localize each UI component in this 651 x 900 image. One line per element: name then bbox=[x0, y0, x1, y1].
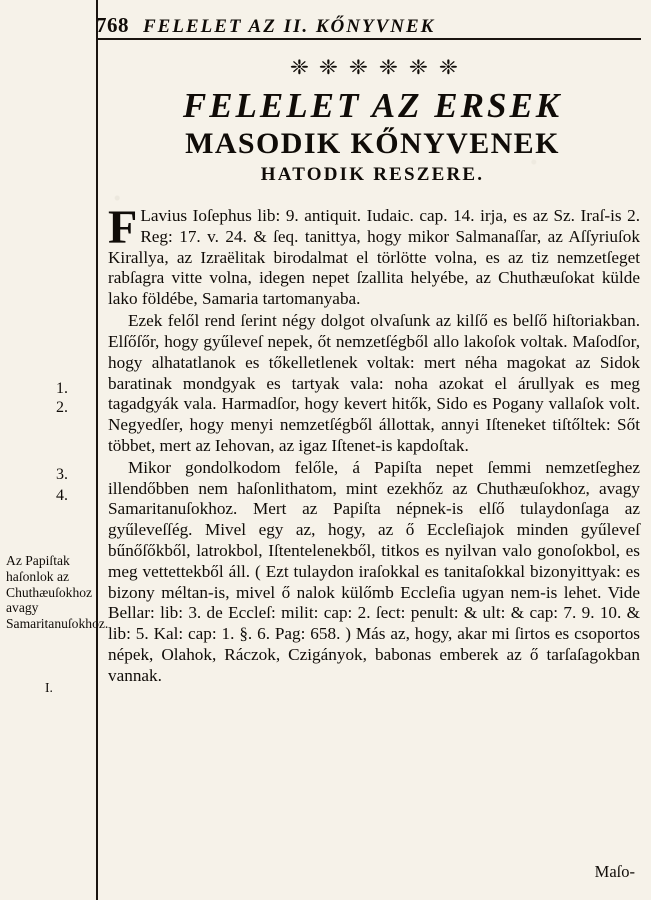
margin-number: 2. bbox=[56, 399, 68, 416]
catchword: Maſo- bbox=[594, 862, 635, 881]
ornament-icon: ❈ bbox=[319, 55, 339, 79]
margin-note-number: I. bbox=[45, 680, 53, 695]
paragraph-2: Ezek felől rend ſerint négy dolgot olvaſunk az kilſő es belſő hiſtoriakban. Elſőſőr, hogy gyűleveſ nepek, őt nemzetſégből allo lakoſok voltak. Maſodſor, hogy alhatatlanok es tőkelletlenek voltak: mert néha magokat az Sidok baratinak mondgyak es tartyak vala: noha azokat el árullyak es meg tagadgyák vala. Harmadſor, hogy kevert hitők, Sido es Pogany vallaſok volt. Negyedſer, hogy menyi nemzetſégből állottak, annyi Iſteneket tiſtőltek: Sőt többet, mert az Iehovan, az igaz Iſtenet-is kapdoſtak. bbox=[108, 311, 640, 455]
paragraph-1 bbox=[108, 201, 640, 310]
margin-note: Az Papiſtak haſonlok az Chuthæuſokhoz avagy Samaritanuſokhoz. bbox=[6, 553, 109, 632]
paragraph-3: Mikor gondolkodom felőle, á Papiſta nepet ſemmi nemzetſeghez illendőbben nem haſonlithatom, mint ezekhőz az Chuthæuſokhoz, avagy Samaritanuſokhoz. Mert az Papiſta népnek-is elſő tulaydonſaga az gyűleveſſég. Mivel egy az, hogy, az ő Eccleſiajok minden gyűleveſ bűnőſőkből, latrokbol, Iſtentelenekből, titkos es nyilvan valo gonoſokbol, es meg vettettekből áll. ( Ezt tulaydon iraſokkal es tanitaſokkal bizonyittyak: es bizony méltan-is, mivel ő nalok külőmb Eccleſia ugyan nem-is lehet. Vide Bellar: lib: 3. de Eccleſ: milit: cap: 2. ſect: penult: & ult: & cap: 7. 9. 10. & lib: 5. Kal: cap: 1. §. 6. Pag: 658. ) Más az, hogy, akar mi ſirtos es csoportos népek, Olahok, Ráczok, Czigányok, babonas emberek az ő tarſaſagokban vannak. bbox=[108, 457, 640, 685]
margin-number: 4. bbox=[56, 487, 68, 504]
title-line-1: FELELET AZ ERSEK bbox=[182, 86, 563, 125]
ornament-icon: ❈ bbox=[438, 55, 458, 79]
margin-number: 1. bbox=[56, 380, 68, 397]
paragraph-1-text: Lavius Ioſephus lib: 9. antiquit. Iudaic. cap. 14. irja, es az Sz. Iraſ-is 2. Reg: 17. v. 24. & ſeq. tanittya, hogy mikor Salmanaſſar, az Aſſyriuſok Kirallya, az Izraëlitak birodalmat el törlötte volna, es az tiz nemzetſeget rabſagra vitte volna, idegen nepet ſzallita helyébe, az Chuthæuſokat külde lako földébe, Samaria tartomanyaba. bbox=[108, 206, 640, 309]
page-title bbox=[108, 88, 637, 186]
left-rule bbox=[96, 0, 98, 900]
title-line-2: MASODIK KŐNYVENEK bbox=[185, 126, 560, 160]
drop-cap: F bbox=[108, 201, 138, 254]
margin-number: 3. bbox=[56, 466, 68, 483]
body-text-column bbox=[108, 201, 640, 688]
page-folio-number: 768 bbox=[96, 13, 129, 37]
running-head-title: FELELET AZ II. KŐNYVNEK bbox=[143, 16, 436, 37]
top-rule bbox=[96, 38, 641, 40]
ornament-icon: ❈ bbox=[378, 55, 399, 79]
title-line-3: HATODIK RESZERE. bbox=[260, 164, 485, 186]
ornament-icon: ❈ bbox=[289, 55, 309, 79]
ornament-icon: ❈ bbox=[408, 55, 428, 79]
ornament-icon: ❈ bbox=[348, 55, 369, 79]
running-head bbox=[96, 8, 639, 38]
ornament-band bbox=[110, 50, 637, 84]
